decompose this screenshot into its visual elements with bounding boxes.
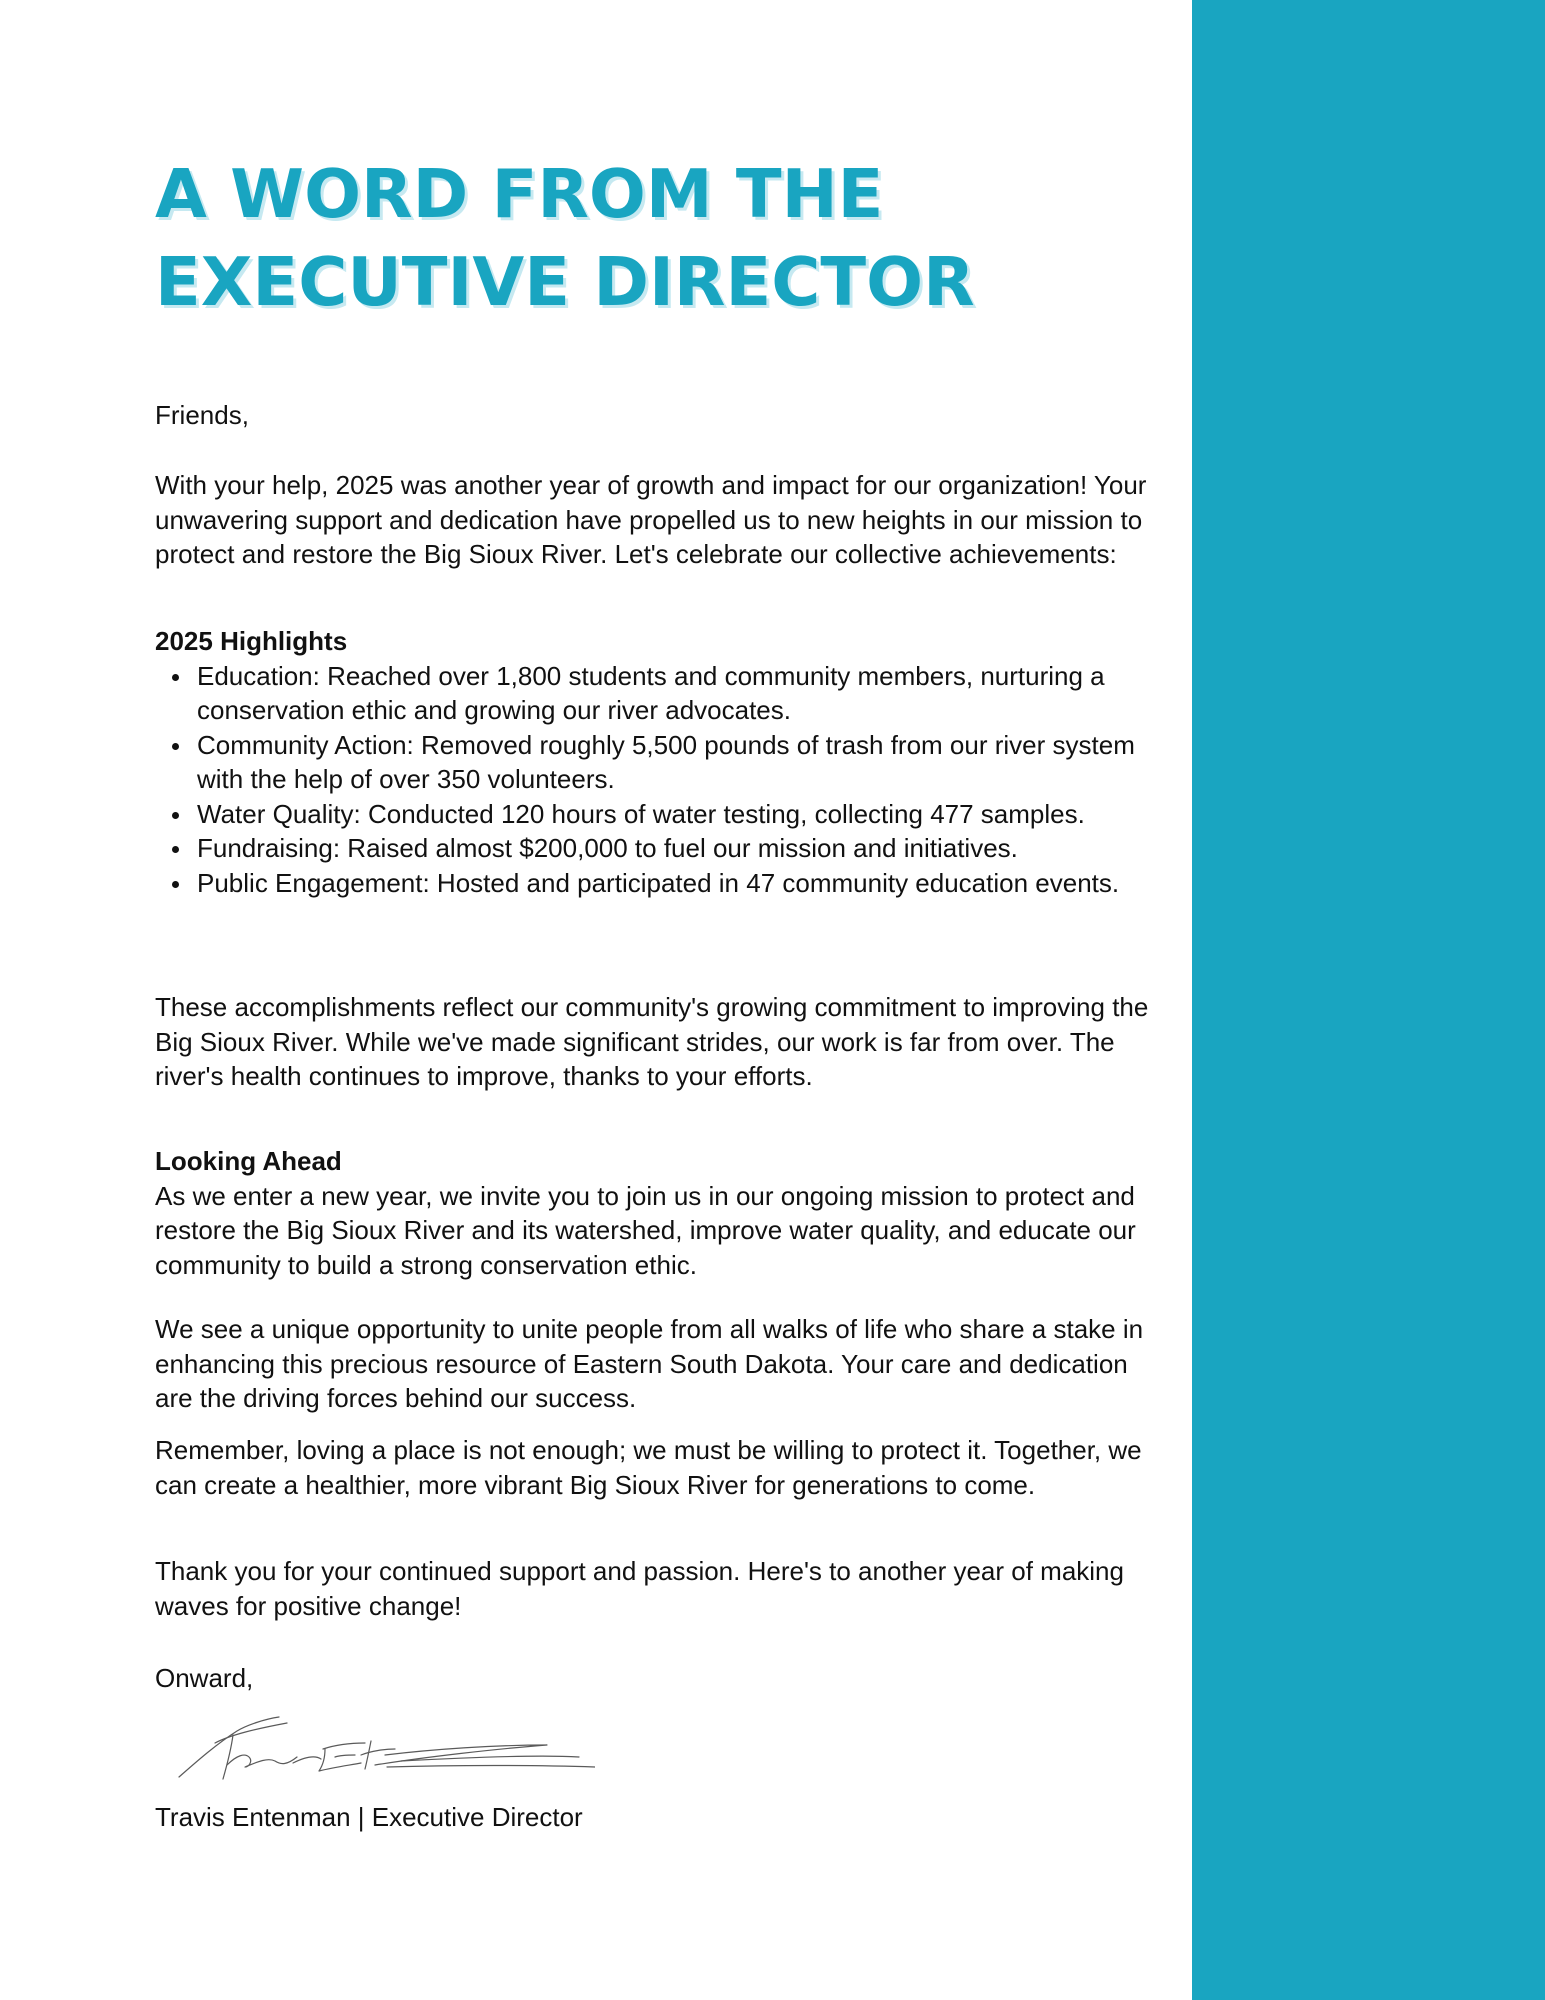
highlight-item: Education: Reached over 1,800 students and community members, nurturing a conservation ethic and growing our river advocates. bbox=[197, 659, 1155, 728]
thanks-paragraph: Thank you for your continued support and passion. Here's to another year of making waves for positive change! bbox=[155, 1556, 1124, 1621]
highlight-item: Fundraising: Raised almost $200,000 to fuel our mission and initiatives. bbox=[197, 831, 1155, 866]
highlights-section bbox=[155, 624, 1155, 900]
letter-content bbox=[155, 150, 1155, 1832]
highlights-heading: 2025 Highlights bbox=[155, 626, 348, 656]
accomplishments-paragraph: These accomplishments reflect our community's growing commitment to improving the Big Sioux River. While we've made significant strides, our work is far from over. The river's health continues to improve, thanks to your efforts. bbox=[155, 992, 1149, 1091]
title-line-1: A WORD FROM THE bbox=[155, 155, 884, 233]
looking-ahead-section bbox=[155, 1144, 1155, 1282]
closing-text: Onward, bbox=[155, 1663, 254, 1693]
title-line-2: EXECUTIVE DIRECTOR bbox=[155, 243, 975, 321]
highlights-list bbox=[155, 659, 1155, 901]
highlight-item: Community Action: Removed roughly 5,500 pounds of trash from our river system with the help of over 350 volunteers. bbox=[197, 728, 1155, 797]
signature-icon bbox=[175, 1705, 595, 1795]
highlight-item: Public Engagement: Hosted and participated in 47 community education events. bbox=[197, 866, 1155, 901]
page-title bbox=[155, 150, 1155, 326]
side-color-band bbox=[1192, 0, 1545, 2000]
signatory-name: Travis Entenman | Executive Director bbox=[155, 1802, 583, 1832]
intro-paragraph: With your help, 2025 was another year of growth and impact for our organization! Your unwavering support and dedication have propelled us to new heights in our mission to protect and restore the Big Sioux River. Let's celebrate our collective achievements: bbox=[155, 470, 1147, 569]
remember-paragraph: Remember, loving a place is not enough; we must be willing to protect it. Together, we can create a healthier, more vibrant Big Sioux River for generations to come. bbox=[155, 1435, 1142, 1500]
looking-ahead-heading: Looking Ahead bbox=[155, 1146, 342, 1176]
highlight-item: Water Quality: Conducted 120 hours of water testing, collecting 477 samples. bbox=[197, 797, 1155, 832]
letter-greeting: Friends, bbox=[155, 400, 249, 430]
opportunity-paragraph: We see a unique opportunity to unite people from all walks of life who share a stake in enhancing this precious resource of Eastern South Dakota. Your care and dedication are the driving forces behind our success. bbox=[155, 1314, 1144, 1413]
looking-ahead-paragraph: As we enter a new year, we invite you to join us in our ongoing mission to protect and restore the Big Sioux River and its watershed, improve water quality, and educate our community to build a strong conservation ethic. bbox=[155, 1180, 1136, 1280]
